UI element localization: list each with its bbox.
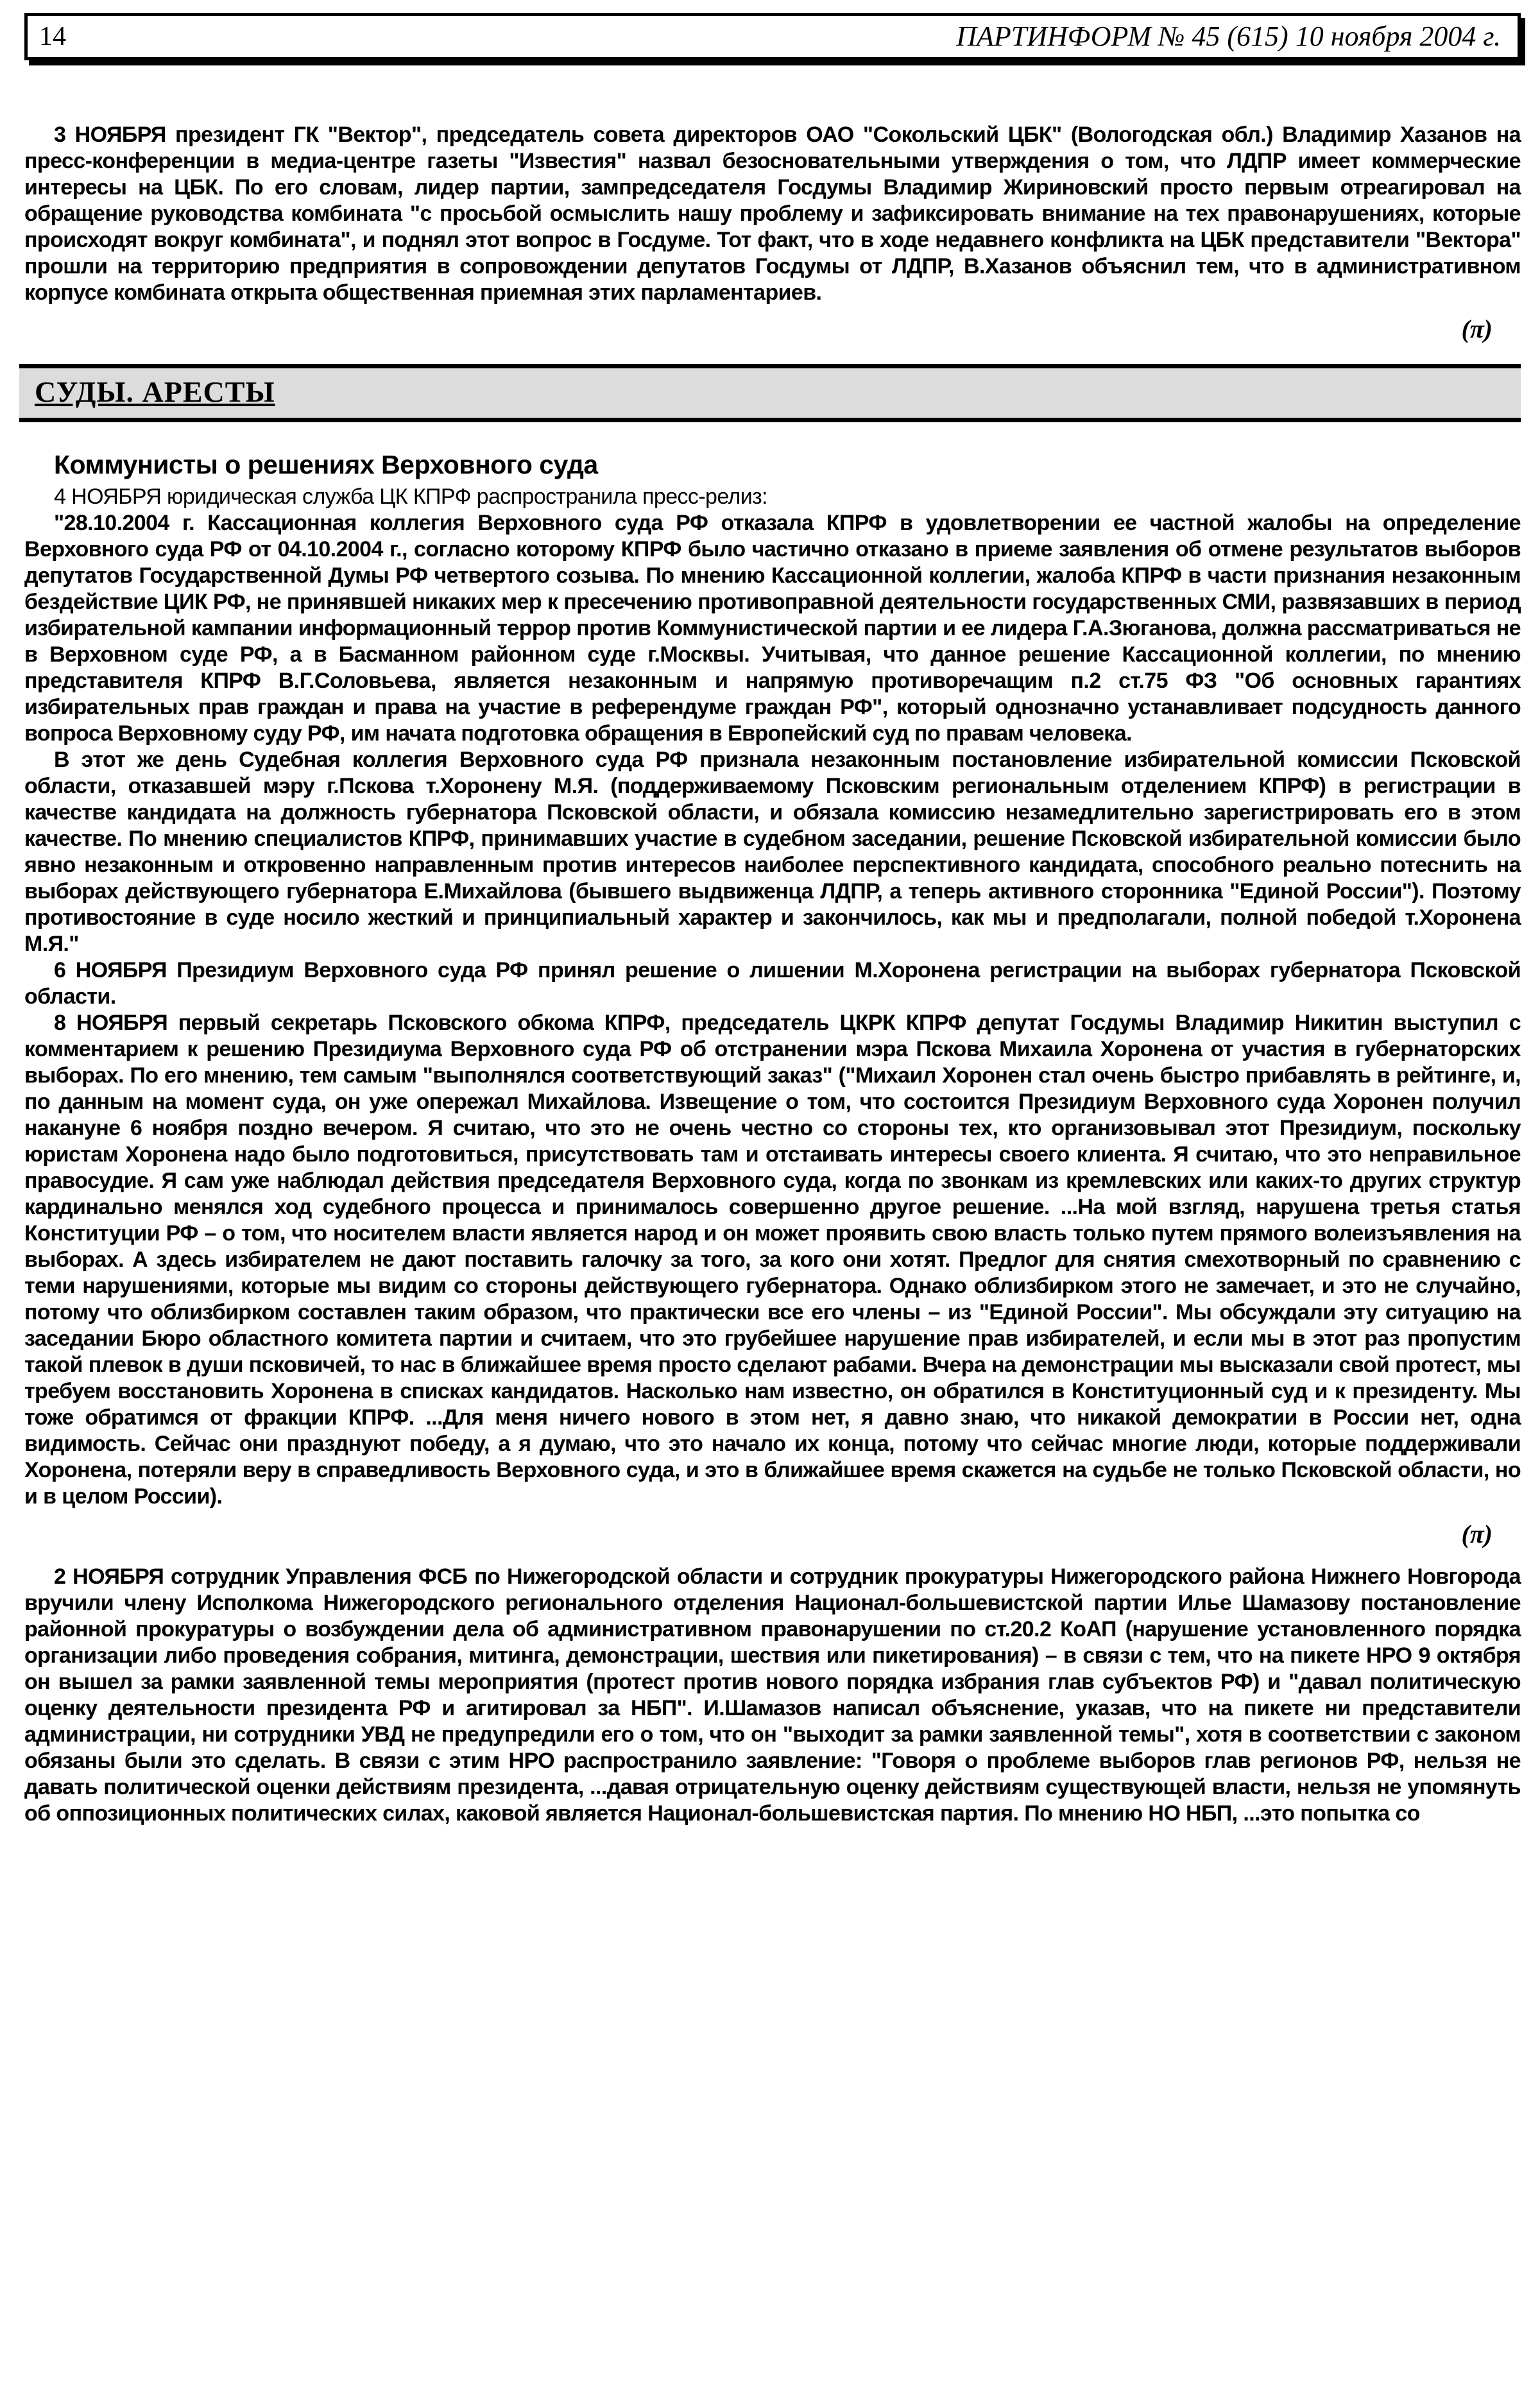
article-title: Коммунисты о решениях Верховного суда [54, 449, 598, 479]
paragraph-release-1: "28.10.2004 г. Кассационная коллегия Верховного суда РФ отказала КПРФ в удовлетворении ее частной жалобы на определение Верховного суда РФ от 04.10.2004 г., согласно которому КПРФ было частично отказано в приеме заявления об отмене результатов выборов депутатов Государственной Думы РФ четвертого созыва. По мнению Кассационной коллегии, жалоба КПРФ в части признания незаконным бездействие ЦИК РФ, не принявшей никаких мер к пресечению противоправной деятельности государственных СМИ, развязавших в период избирательной кампании информационный террор против Коммунистической партии и ее лидера Г.А.Зюганова, должна рассматриваться не в Верховном суде РФ, а в Басманном районном суде г.Москвы. Учитывая, что данное решение Кассационной коллегии, по мнению представителя КПРФ В.Г.Соловьева, является незаконным и напрямую противоречащим п.2 ст.75 ФЗ "Об основных гарантиях избирательных прав граждан и права на участие в референдуме граждан РФ", который однозначно устанавливает подсудность данного вопроса Верховному суду РФ, им начата подготовка обращения в Европейский суд по правам человека. [24, 510, 1521, 746]
paragraph-nbp: 2 НОЯБРЯ сотрудник Управления ФСБ по Нижегородской области и сотрудник прокуратуры Нижегородского района Нижнего Новгорода вручили члену Исполкома Нижегородского регионального отделения Национал-большевистской партии Илье Шамазову постановление районной прокуратуры о возбуждении дела об административном правонарушении по ст.20.2 КоАП (нарушение установленного порядка организации либо проведения собрания, митинга, демонстрации, шествия или пикетирования) – в связи с тем, что на пикете НРО 9 октября он вышел за рамки заявленной темы мероприятия (протест против нового порядка избрания глав субъектов РФ) и "давал политическую оценку деятельности президента РФ и агитировал за НБП". И.Шамазов написал объяснение, указав, что на пикете ни представители администрации, ни сотрудники УВД не предупредили его о том, что он "выходит за рамки заявленной темы", хотя в соответствии с законом обязаны были это сделать. В связи с этим НРО распространило заявление: "Говоря о проблеме выборов глав регионов РФ, нельзя не давать политической оценки действиям президента, ...давая отрицательную оценку действиям существующей власти, нельзя не упомянуть об оппозиционных политических силах, каковой является Национал-большевистская партия. По мнению НО НБП, ...это попытка со [24, 1564, 1521, 1826]
pi-source-mark: (π) [1461, 314, 1493, 343]
paragraph-nov8: 8 НОЯБРЯ первый секретарь Псковского обкома КПРФ, председатель ЦКРК КПРФ депутат Госдумы Владимир Никитин выступил с комментарием к решению Президиума Верховного суда РФ об отстранении мэра Пскова Михаила Хоронена от участия в губернаторских выборах. По его мнению, тем самым "выполнялся соответствующий заказ" ("Михаил Хоронен стал очень быстро прибавлять в рейтинге, и, по данным на момент суда, он уже опережал Михайлова. Извещение о том, что состоится Президиум Верховного суда Хоронен получил накануне 6 ноября поздно вечером. Я считаю, что это не очень честно со стороны тех, кто организовывал этот Президиум, поскольку юристам Хоронена надо было подготовиться, присутствовать там и отстаивать интересы своего клиента. Я считаю, что это неправильное правосудие. Я сам уже наблюдал действия председателя Верховного суда, когда по звонкам из кремлевских или каких-то других структур кардинально менялся ход судебного процесса и принималось совершенно другое решение. ...На мой взгляд, нарушена третья статья Конституции РФ – о том, что носителем власти является народ и он может проявить свою власть только путем прямого волеизъявления на выборах. А здесь избирателем не дают поставить галочку за того, за кого они хотят. Предлог для снятия смехотворный по сравнению с теми нарушениями, которые мы видим со стороны действующего губернатора. Однако облизбирком этого не замечает, и это не случайно, потому что облизбирком составлен таким образом, что практически все его члены – из "Единой России". Мы обсуждали эту ситуацию на заседании Бюро областного комитета партии и считаем, что это грубейшее нарушение прав избирателей, и если мы в этот раз пропустим такой плевок в души псковичей, то нас в ближайшее время просто сделают рабами. Вчера на демонстрации мы высказали свой протест, мы требуем восстановить Хоронена в списках кандидатов. Насколько нам известно, он обратился в Конституционный суд и к президенту. Мы тоже обратимся от фракции КПРФ. ...Для меня ничего нового в этом нет, я давно знаю, что никакой демократии в России нет, одна видимость. Сейчас они празднуют победу, а я думаю, что это начало их конца, потому что сейчас многие люди, которые поддерживали Хоронена, потеряли веру в справедливость Верховного суда, и это в ближайшее время скажется на судьбе не только Псковской области, но и в целом России). [24, 1010, 1521, 1509]
paragraph-vektor: 3 НОЯБРЯ президент ГК "Вектор", председатель совета директоров ОАО "Сокольский ЦБК" (Вологодская обл.) Владимир Хазанов на пресс-конференции в медиа-центре газеты "Известия" назвал безосновательными утверждения о том, что ЛДПР имеет коммерческие интересы на ЦБК. По его словам, лидер партии, зампредседателя Госдумы Владимир Жириновский просто первым отреагировал на обращение руководства комбината "с просьбой осмыслить нашу проблему и зафиксировать внимание на тех правонарушениях, которые происходят вокруг комбината", и поднял этот вопрос в Госдуме. Тот факт, что в ходе недавнего конфликта на ЦБК представители "Вектора" прошли на территорию предприятия в сопровождении депутатов Госдумы от ЛДПР, В.Хазанов объяснил тем, что в административном корпусе комбината открыта общественная приемная этих парламентариев. [24, 123, 1521, 305]
article-lead: 4 НОЯБРЯ юридическая служба ЦК КПРФ распространила пресс-релиз: [54, 484, 767, 509]
section-band [19, 364, 1521, 422]
section-title: СУДЫ. АРЕСТЫ [35, 375, 275, 408]
page-body [24, 122, 1521, 1827]
paragraph-release-2: В этот же день Судебная коллегия Верховного суда РФ признала незаконным постановление избирательной комиссии Псковской области, отказавшей мэру г.Пскова т.Хоронену М.Я. (поддерживаемому Псковским региональным отделением КПРФ) в регистрации в качестве кандидата на должность губернатора Псковской области, и обязала комиссию незамедлительно зарегистрировать его в этом качестве. По мнению специалистов КПРФ, принимавших участие в судебном заседании, решение Псковской избирательной комиссии было явно незаконным и откровенно направленным против интересов наиболее перспективного кандидата, способного реально потеснить на выборах действующего губернатора Е.Михайлова (бывшего выдвиженца ЛДПР, а теперь активного сторонника "Единой России"). Поэтому противостояние в суде носило жесткий и принципиальный характер и закончилось, как мы и предполагали, полной победой т.Хоронена М.Я." [24, 747, 1521, 956]
pi-source-mark: (π) [1461, 1519, 1493, 1548]
issue-title: ПАРТИНФОРМ № 45 (615) 10 ноября 2004 г. [956, 21, 1501, 52]
page-number: 14 [39, 22, 66, 51]
paragraph-nov6: 6 НОЯБРЯ Президиум Верховного суда РФ принял решение о лишении М.Хоронена регистрации на выборах губернатора Псковской области. [24, 957, 1521, 1009]
running-head [24, 13, 1521, 60]
